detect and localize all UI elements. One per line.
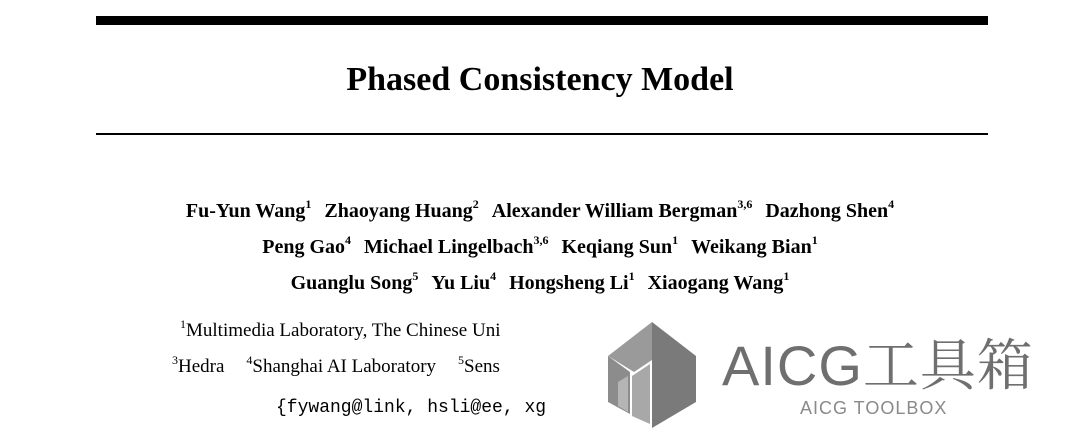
affiliation: $^5$Sens <box>458 352 500 377</box>
watermark-title: AICG工具箱 <box>722 334 1034 397</box>
author: Xiaogang Wang$^1$ <box>647 269 790 294</box>
affiliation: $^4$Shanghai AI Laboratory <box>246 352 437 377</box>
watermark-subtitle: AICG TOOLBOX <box>800 398 948 418</box>
affiliation: $^3$Hedra <box>172 352 225 377</box>
author: Alexander William Bergman$^{3,6}$ <box>491 197 753 222</box>
toolbox-logo-icon <box>604 320 714 432</box>
author: Fu-Yun Wang$^1$ <box>185 197 312 222</box>
author: Hongsheng Li$^1$ <box>509 269 635 294</box>
author-emails: {fywang@link, hsli@ee, xg <box>276 398 547 418</box>
author: Zhaoyang Huang$^2$ <box>324 197 479 222</box>
paper-title: Phased Consistency Model <box>346 61 734 98</box>
author: Guanglu Song$^5$ <box>290 269 419 294</box>
author: Peng Gao$^4$ <box>262 233 352 258</box>
author: Michael Lingelbach$^{3,6}$ <box>364 233 549 258</box>
author: Weikang Bian$^1$ <box>691 233 818 258</box>
author: Yu Liu$^4$ <box>431 269 497 294</box>
author: Dazhong Shen$^4$ <box>765 197 895 222</box>
author: Keqiang Sun$^1$ <box>561 233 679 258</box>
affiliation-line-1: $^1$Multimedia Laboratory, The Chinese Uni <box>180 316 501 341</box>
